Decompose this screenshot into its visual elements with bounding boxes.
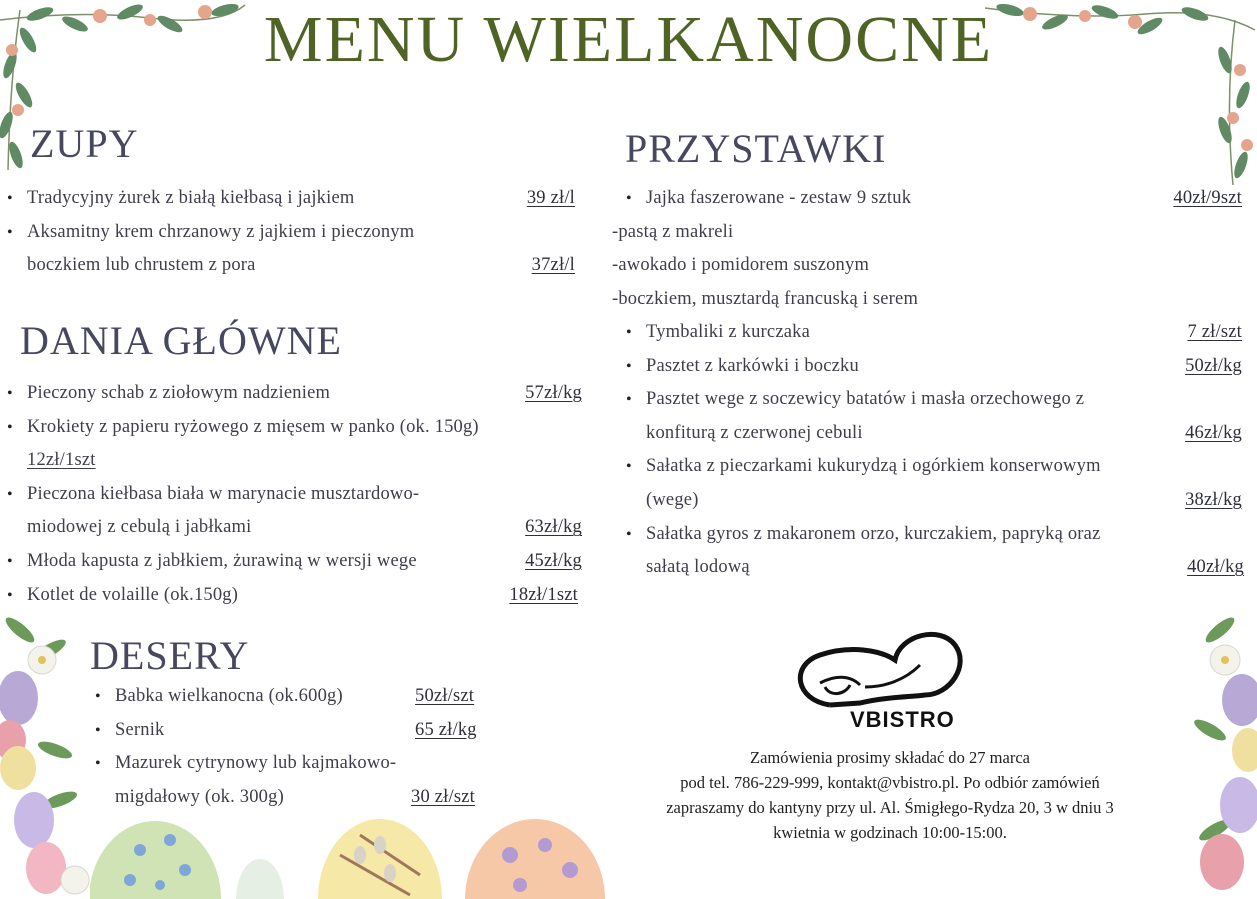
section-heading-zupy: ZUPY (30, 121, 139, 166)
order-info-line: kwietnia w godzinach 10:00-15:00. (773, 823, 1007, 842)
item-name: Sernik (115, 719, 165, 740)
item-name: Pieczona kiełbasa biała w marynacie musztardowo- (27, 483, 420, 504)
item-price: 37zł/l (531, 255, 575, 276)
item-name: Mazurek cytrynowy lub kajmakowo- (115, 753, 397, 774)
list-item (612, 182, 1242, 216)
item-name: (wege) (646, 489, 699, 510)
item-name: Krokiety z papieru ryżowego z mięsem w panko (ok. 150g) (27, 416, 479, 437)
section-heading-desery: DESERY (90, 633, 250, 678)
list-item (646, 518, 1242, 552)
list-item (115, 680, 490, 714)
bullet: • (626, 190, 632, 207)
przystawki-list (612, 182, 1242, 316)
zupy-list (27, 182, 575, 283)
item-name: Babka wielkanocna (ok.600g) (115, 686, 343, 706)
list-item-continuation (646, 484, 1242, 518)
desery-list (115, 680, 490, 814)
item-price: 7 zł/szt (1187, 322, 1242, 342)
vbistro-logo (790, 625, 990, 740)
dania-list (27, 377, 582, 612)
item-price: 18zł/1szt (509, 584, 578, 605)
list-item-continuation (115, 781, 490, 815)
item-name: Sałatka gyros z makaronem orzo, kurczakiem, papryką oraz (646, 523, 1101, 544)
list-item-continuation (646, 417, 1242, 451)
list-item (115, 747, 490, 781)
item-price: 57zł/kg (525, 383, 582, 403)
item-name: migdałowy (ok. 300g) (115, 786, 284, 807)
list-item (646, 350, 1242, 384)
item-name: konfiturą z czerwonej cebuli (646, 422, 863, 443)
list-item-continuation (27, 249, 575, 283)
list-item (115, 714, 490, 748)
list-item (27, 411, 582, 445)
item-name: Pasztet z karkówki i boczku (646, 355, 859, 376)
item-name: Jajka faszerowane - zestaw 9 sztuk (646, 188, 912, 208)
list-item (646, 316, 1242, 350)
list-item (27, 216, 575, 250)
bottom-right-easter-eggs-decoration (1180, 600, 1257, 899)
order-info-line: zapraszamy do kantyny przy ul. Al. Śmigłego-Rydza 20, 3 w dniu 3 (666, 798, 1114, 817)
order-info-line: pod tel. 786-229-999, kontakt@vbistro.pl. Po odbiór zamówień (680, 773, 1100, 792)
item-price: 46zł/kg (1185, 422, 1242, 443)
list-item (27, 182, 575, 216)
item-price: 30 zł/szt (411, 786, 475, 807)
section-heading-dania-glowne: DANIA GŁÓWNE (20, 318, 342, 363)
list-item (27, 478, 582, 512)
list-item (646, 450, 1242, 484)
item-price: 63zł/kg (525, 517, 582, 538)
variant-text: -pastą z makreli (612, 221, 734, 242)
variant-item (612, 216, 1242, 250)
list-item (27, 579, 582, 613)
item-name: Kotlet de volaille (ok.150g) (27, 584, 239, 605)
item-price: 50zł/szt (415, 686, 475, 706)
bottom-left-easter-eggs-decoration (0, 600, 90, 899)
item-price: 40zł/9szt (1173, 188, 1242, 208)
bottom-eggs-decoration (90, 815, 630, 899)
item-price: 45zł/kg (525, 550, 582, 571)
item-price: 38zł/kg (1185, 489, 1242, 510)
list-item-continuation (27, 511, 582, 545)
przystawki-list-continued (646, 316, 1242, 585)
item-price: 40zł/kg (1187, 557, 1244, 578)
item-price: 12zł/1szt (27, 450, 96, 471)
variant-text: -boczkiem, musztardą francuską i serem (612, 288, 919, 309)
item-name: Aksamitny krem chrzanowy z jajkiem i pieczonym (27, 221, 415, 242)
variant-text: -awokado i pomidorem suszonym (612, 255, 870, 276)
item-name: boczkiem lub chrustem z pora (27, 255, 256, 276)
order-info-line: Zamówienia prosimy składać do 27 marca (750, 748, 1030, 767)
section-heading-przystawki: PRZYSTAWKI (625, 126, 887, 171)
item-name: Sałatka z pieczarkami kukurydzą i ogórkiem konserwowym (646, 456, 1101, 477)
item-price: 65 zł/kg (415, 719, 477, 740)
list-item (646, 383, 1242, 417)
logo-text: VBISTRO (850, 707, 955, 732)
item-name: Tradycyjny żurek z białą kiełbasą i jajkiem (27, 188, 355, 208)
list-item-continuation (646, 551, 1242, 585)
item-price: 50zł/kg (1185, 355, 1242, 376)
item-name: Młoda kapusta z jabłkiem, żurawiną w wersji wege (27, 550, 417, 571)
item-name: sałatą lodową (646, 557, 750, 578)
variant-item (612, 249, 1242, 283)
menu-title: MENU WIELKANOCNE (263, 3, 994, 76)
item-name: Pasztet wege z soczewicy batatów i masła orzechowego z (646, 389, 1085, 410)
order-info (600, 745, 1180, 845)
list-item (27, 377, 582, 411)
list-item (27, 545, 582, 579)
variant-item (612, 283, 1242, 317)
item-name: Tymbaliki z kurczaka (646, 322, 810, 342)
item-name: miodowej z cebulą i jabłkami (27, 517, 252, 538)
item-price: 39 zł/l (526, 188, 575, 208)
item-name: Pieczony schab z ziołowym nadzieniem (27, 383, 331, 403)
list-item-continuation (27, 444, 582, 478)
